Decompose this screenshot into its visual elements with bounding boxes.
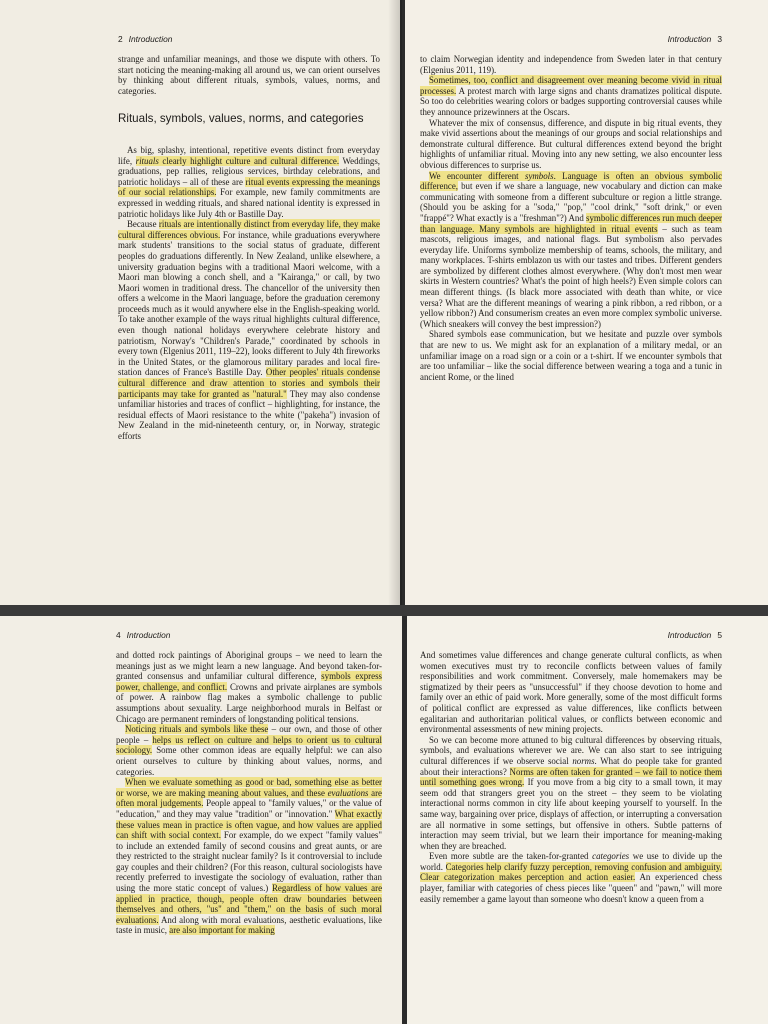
paragraph: We encounter different symbols. Language is often an obvious symbolic difference, but even if we share a language, new vocabulary and diction can make communicating with someone from a different subculture or region a little strange. (Should you be asking for a "soda," "pop," "cool drink," "soft drink," or even "frappé"? What exactly is a "freshman"?) And symbolic differences run much deeper than language. Many symbols are highlighted in ritual events – such as team mascots, religious images, and national flags. But symbolism also pervades everyday life. Uniforms symbolize membership of teams, schools, the military, and many workplaces. T-shirts emblazon us with our tastes and tribes. Different genders are symbolized by different clothes almost everywhere. (Why don't most men wear skirts in Western countries? What's the point of high heels?) Even simple colors can mean different things. (Is black more associated with death than white, or vice versa? What are the different meanings of wearing a pink ribbon, a red ribbon, or a yellow ribbon?) And consumerism creates an even more complex symbolic universe. (Which sneakers will convey the best impression?) (420, 170, 723, 329)
highlighted-text: are also important for making (169, 925, 275, 936)
highlighted-text: Categories help clarify fuzzy perception, removing confusion and ambiguity. Clear categorization makes perception and action easier. (420, 861, 722, 883)
page-2 (0, 0, 400, 605)
paragraph: As big, splashy, intentional, repetitive events distinct from everyday life, rituals clearly highlight culture and cultural difference. Weddings, graduations, pep rallies, religious services, birthday celebrations, and patriotic holidays – all of these are ritual events expressing the meanings of our social relationships. For example, new family commitments are expressed in wedding rituals, and shared national identity is expressed in patriotic holidays like July 4th or Bastille Day. (118, 144, 381, 219)
paragraph: When we evaluate something as good or bad, something else as better or worse, we are making meaning about values, and these evaluations are often moral judgements. People appeal to "family values," or the value of "education," and they may value "tradition" or "innovation." What exactly these values mean in practice is often vague, and how values are applied can shift with social context. For example, do we expect "family values" to include an extended family of second cousins and great aunts, or are they restricted to the straight nuclear family? Is it controversial to include gay couples and their children? (For this reason, cultural sociologists have recently preferred to investigate the sociology of evaluation, rather than using the more static concept of values.) Regardless of how values are applied in practice, though, people often draw boundaries between themselves and others, "us" and "them," on the basis of such moral evaluations. And along with moral evaluations, aesthetic evaluations, like taste in music, are also important for making (116, 777, 383, 936)
paragraph: Whatever the mix of consensus, difference, and dispute in big ritual events, they make vivid assertions about the meanings of our groups and social relationships and demonstrate cultural difference. But cultural differences extend beyond the bright highlights of unfamiliar ritual. Moving into any new setting, we also encounter less obvious differences to surprise us. (420, 117, 722, 170)
page-3 (405, 0, 768, 605)
highlighted-text: symbolic differences run much deeper than language. Many symbols are highlighted in ritual events (420, 212, 722, 234)
highlighted-text: Sometimes, too, conflict and disagreement over meaning become vivid in ritual processes. (420, 75, 722, 96)
page-number: 2 (118, 34, 123, 44)
highlighted-text: Regardless of how values are applied in practice, though, people often draw boundaries between themselves and others, "us" and "them," on the basis of such moral evaluations. (116, 883, 383, 925)
running-title: Introduction (128, 34, 173, 44)
paragraph: So we can become more attuned to big cultural differences by observing rituals, symbols, and evaluations wherever we are. We can also start to see intriguing cultural differences if we observe social norms. What do people take for granted about their interactions? Norms are often taken for granted – we fail to notice them until something goes wrong. If you move from a big city to a small town, it may seem odd that strangers greet you on the street – they seem to be violating interactional norms common in city life about keeping yourself to yourself. In the same way, bargaining over price, displays of affection, or interrupting a conversation are all normative in some settings, but offensive in others. Subtle patterns of interaction may seem trivial, but we learn their importance for meaning-making when they are breached. (420, 734, 723, 851)
paragraph: strange and unfamiliar meanings, and those we dispute with others. To start noticing the meaning-making all around us, we can orient ourselves by thinking about different rituals, symbols, values, norms, and categories. (118, 54, 380, 96)
paragraph: Sometimes, too, conflict and disagreement over meaning become vivid in ritual processes. A protest march with large signs and chants dramatizes political dispute. So too do celebrities wearing colors or badges supporting controversial causes while they announce prizewinners at the Oscars. (420, 75, 722, 117)
highlighted-text: symbols (525, 170, 554, 181)
paragraph: Shared symbols ease communication, but we hesitate and puzzle over symbols that are new to us. We might ask for an explanation of a military medal, or an unfamiliar image on a road sign or a coin or a t-shirt. If we encounter symbols that are too unfamiliar – like the social difference between wearing a toga and a tunic in ancient Rome, or the lined (420, 329, 722, 382)
paragraph: to claim Norwegian identity and independence from Sweden later in that century (Elgenius 2011, 119). (420, 54, 722, 75)
running-title: Introduction (667, 630, 712, 640)
page-number: 5 (717, 630, 722, 640)
highlighted-text: Norms are often taken for granted – we fail to notice them until something goes wrong. (420, 766, 723, 788)
body-text (118, 54, 380, 442)
running-header (420, 630, 722, 642)
body-text (420, 54, 722, 382)
highlighted-text: Noticing rituals and symbols like these (125, 724, 269, 735)
running-header (118, 34, 380, 46)
highlighted-text: ritual events expressing the meanings of our social relationships. (118, 176, 380, 198)
highlighted-text: Other peoples' rituals condense cultural difference and draw attention to stories and symbols their participants may take for granted as "natural." (118, 367, 381, 399)
highlighted-text: When we evaluate something as good or bad, something else as better or worse, we are making meaning about values, and these (116, 777, 382, 798)
emphasis-text: categories (592, 851, 630, 862)
page-4 (0, 616, 402, 1024)
running-header (420, 34, 722, 46)
emphasis-text: norms (572, 755, 595, 766)
highlighted-text: helps us reflect on culture and helps to orient us to cultural sociology. (116, 734, 382, 756)
highlighted-text: . Language is often an obvious symbolic difference, (420, 170, 723, 192)
paragraph: And sometimes value differences and change generate cultural conflicts, as when women executives must try to reconcile conflicts between values of family responsibilities and work commitment. Conversely, male homemakers may be stigmatized by their peers as "unsuccessful" if they choose devotion to home and family over an ethic of paid work. More generally, some of the most difficult forms of political conflict are expressed as value differences, like conflicts between egalitarian and authoritarian political values, or conflicts between economic and environmental assessments of new mining projects. (420, 650, 722, 735)
page-number: 4 (116, 630, 121, 640)
body-text (116, 650, 382, 936)
paragraph: Noticing rituals and symbols like these – our own, and those of other people – helps us reflect on culture and helps to orient us to cultural sociology. Some other common ideas are equally helpful: we can also orient ourselves to culture by thinking about values, norms, and categories. (116, 724, 382, 777)
running-title: Introduction (126, 630, 171, 640)
page-5 (407, 616, 768, 1024)
running-title: Introduction (667, 34, 712, 44)
highlighted-text: evaluations (327, 787, 369, 798)
spine-shadow (388, 0, 402, 605)
running-header (116, 630, 382, 642)
page-number: 3 (717, 34, 722, 44)
highlighted-text: What exactly these values mean in practice is often vague, and how values are applied can shift with social context. (116, 808, 383, 841)
highlighted-text: clearly highlight culture and cultural difference. (158, 155, 340, 166)
highlighted-text: rituals (135, 155, 159, 166)
paragraph: and dotted rock paintings of Aboriginal groups – we need to learn the meanings just as we might learn a new language. And beyond taken-for-granted consensus and unfamiliar cultural difference, symbols express power, challenge, and conflict. Crowns and private airplanes are symbols of power. A rainbow flag makes a symbolic challenge to public assumptions about sexuality. Large neighborhood murals in Belfast or Chicago are permanent reminders of longstanding political tensions. (116, 650, 382, 724)
body-text (420, 650, 722, 904)
highlighted-text: symbols express power, challenge, and conflict. (116, 671, 382, 692)
highlighted-text: rituals are intentionally distinct from everyday life, they make cultural differences obvious. (118, 219, 380, 240)
highlighted-text: are often moral judgements. (116, 787, 382, 809)
paragraph: Even more subtle are the taken-for-granted categories we use to divide up the world. Categories help clarify fuzzy perception, removing confusion and ambiguity. Clear categorization makes perception and action easier. An experienced chess player, familiar with categories of chess pieces like "queen" and "pawn," will more easily remember a game layout than someone who doesn't know a queen from a (420, 851, 723, 904)
section-heading: Rituals, symbols, values, norms, and categories (118, 112, 364, 126)
paragraph: Because rituals are intentionally distinct from everyday life, they make cultural differences obvious. For instance, while graduations everywhere mark students' transitions to the social status of graduate, different peoples do graduations differently. In New Zealand, unlike elsewhere, a university graduation begins with a traditional Maori welcome, with a Maori man blowing a conch shell, and a "Kairanga," or call, by two Maori women in traditional dress. The chancellor of the university then offers a welcome in the Maori language, before the graduation ceremony proceeds much as it would anywhere else in the English-speaking world. To take another example of the ways ritual highlights cultural difference, even though national holidays everywhere celebrate history and patriotism, Norway's "Children's Parade," coordinated by schools in every town (Elgenius 2011, 119–22), looks different to July 4th fireworks in the United States, or the glamorous military parades and local fire-station dances of France's Bastille Day. Other peoples' rituals condense cultural difference and draw attention to stories and symbols their participants may take for granted as "natural." They may also condense unfamiliar histories and traces of conflict – highlighting, for instance, the residual effects of Maori resistance to the white ("pakeha") invasion of New Zealand in the mid-nineteenth century, or, in Norway, strategic efforts (118, 219, 381, 441)
gutter-background (0, 605, 768, 616)
